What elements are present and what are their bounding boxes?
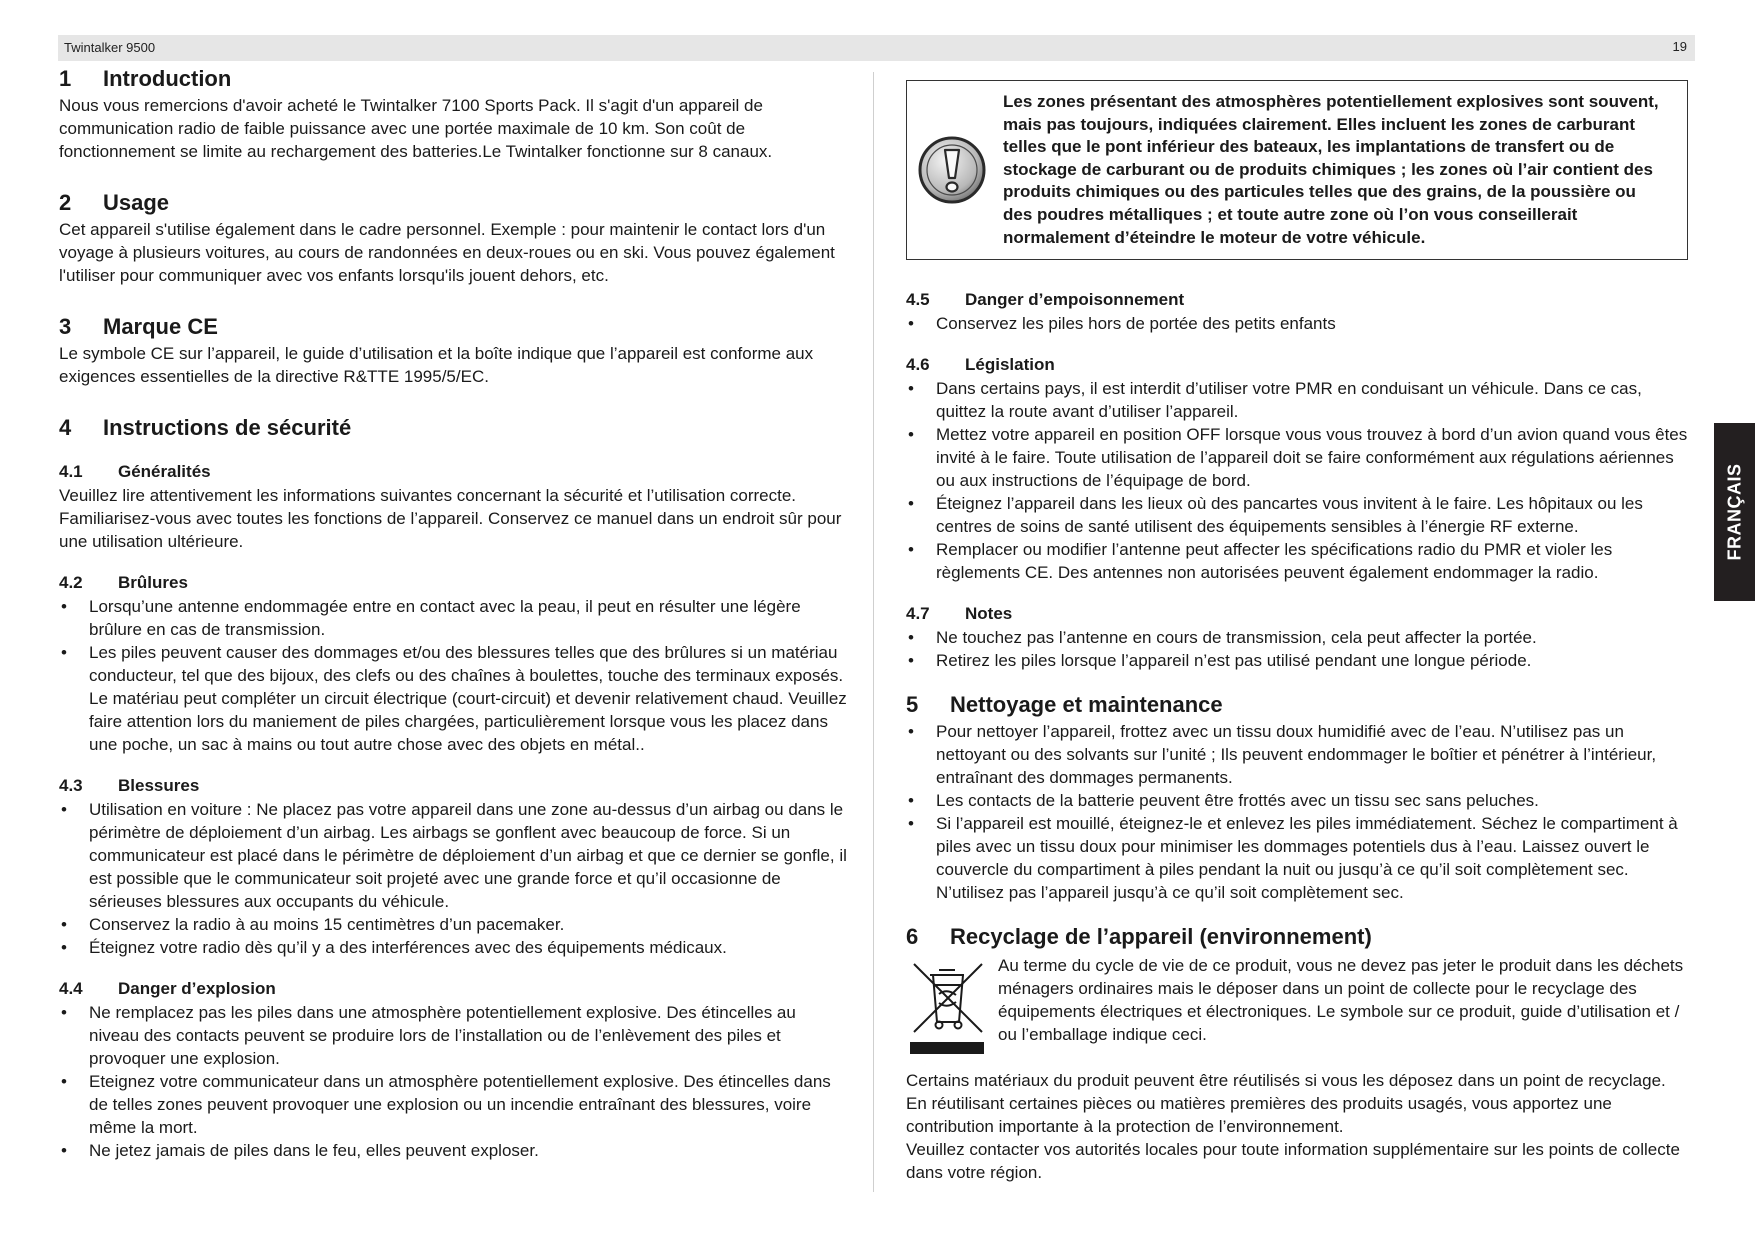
warning-text: Les zones présentant des atmosphères potentiellement explosives sont souvent, mais pas toujours, indiquées clairement. Elles incluent les zones de carburant telles que le pont inférieur des bateaux, les implantations de transfert ou de stockage de carburant ou de produits chimiques ; les zones où l’air contient des produits chimiques ou des particules telles que des grains, de la poussière ou des poudres métalliques ; et toute autre zone où l’on vous conseillerait normalement d’éteindre le moteur de votre véhicule. <box>1003 92 1659 247</box>
subsection-heading: 4.1 Généralités <box>59 460 849 484</box>
section-title: Instructions de sécurité <box>103 415 352 440</box>
list-item: • Retirez les piles lorsque l’appareil n’est pas utilisé pendant une longue période. <box>906 649 1688 672</box>
paragraph: Cet appareil s'utilise également dans le cadre personnel. Exemple : pour maintenir le contact lors d'un voyage à plusieurs voitures, au cours de randonnées en deux-roues ou en ski. Vous pouvez également l'utiliser pour communiquer avec vos enfants lorsqu'ils jouent dehors, etc. <box>59 220 835 285</box>
list-item: • Éteignez l’appareil dans les lieux où des pancartes vous invitent à le faire. Les hôpitaux ou les centres de soins de santé utilisent des équipements sensibles à l’énergie RF externe. <box>906 492 1688 538</box>
subsection-title: Danger d’empoisonnement <box>965 290 1185 310</box>
paragraph: Nous vous remercions d'avoir acheté le Twintalker 7100 Sports Pack. Il s'agit d'un appareil de communication radio de faible puissance avec une portée maximale de 10 km. Son coût de fonctionnement se limite au rechargement des batteries.Le Twintalker fonctionne sur 8 canaux. <box>59 96 773 161</box>
subsection-heading: 4.3 Blessures <box>59 774 849 798</box>
section-title: Recyclage de l’appareil (environnement) <box>950 924 1372 950</box>
paragraph: Certains matériaux du produit peuvent être réutilisés si vous les déposez dans un point de recyclage. En réutilisant certaines pièces ou matières premières des produits usagés, vous apportez une contribution importante à la protection de l’environnement. <box>906 1071 1666 1137</box>
subsection-title: Danger d’explosion <box>118 979 276 998</box>
crossed-bin-icon <box>906 958 988 1056</box>
subsection-title: Brûlures <box>118 573 188 592</box>
recycling-intro: Au terme du cycle de vie de ce produit, vous ne devez pas jeter le produit dans les déchets ménagers ordinaires mais le déposer dans un point de collecte pour le recyclage des équipements électriques et électroniques. Le symbole sur ce produit, guide d’utilisation et / ou l’emballage indique ceci. <box>998 956 1684 1045</box>
paragraph: Veuillez lire attentivement les informations suivantes concernant la sécurité et l’utilisation correcte. Familiarisez-vous avec toutes les fonctions de l’appareil. Conservez ce manuel dans un endroit sûr pour une utilisation ultérieure. <box>59 486 842 551</box>
section-title: Nettoyage et maintenance <box>950 692 1223 718</box>
list-item: • Les contacts de la batterie peuvent être frottés avec un tissu sec sans peluches. <box>906 789 1688 812</box>
bullet-list <box>906 720 1688 904</box>
subsection-heading: 4.6 Législation <box>906 353 1688 377</box>
list-item: • Conservez les piles hors de portée des petits enfants <box>906 312 1688 335</box>
bullet-list <box>59 798 849 959</box>
subsection-title: Blessures <box>118 776 200 795</box>
right-column <box>906 64 1688 1184</box>
subsection-heading: 4.7 Notes <box>906 602 1688 626</box>
list-item: • Éteignez votre radio dès qu’il y a des interférences avec des équipements médicaux. <box>59 936 849 959</box>
column-divider <box>873 72 874 1192</box>
paragraph: Veuillez contacter vos autorités locales pour toute information supplémentaire sur les points de collecte dans votre région. <box>906 1140 1680 1183</box>
subsection-title: Notes <box>965 604 1013 624</box>
section-title: Introduction <box>103 66 232 91</box>
list-item: • Eteignez votre communicateur dans un atmosphère potentiellement explosive. Des étincelles dans de telles zones peuvent provoquer une explosion ou un incendie entraînant des blessures, voire même la mort. <box>59 1070 849 1139</box>
exclamation-warning-icon <box>917 135 987 205</box>
section-heading: 6 Recyclage de l’appareil (environnement) <box>906 922 1688 952</box>
section-heading: 2 Usage <box>59 188 849 218</box>
paragraph: Le symbole CE sur l’appareil, le guide d’utilisation et la boîte indique que l’appareil est conforme aux exigences essentielles de la directive R&TTE 1995/5/EC. <box>59 344 814 386</box>
language-tab <box>1714 423 1755 601</box>
list-item: • Si l’appareil est mouillé, éteignez-le et enlevez les piles immédiatement. Séchez le compartiment à piles avec un tissu doux pour minimiser les dommages potentiels dus à l’eau. Laissez ouvert le couvercle du compartiment à piles pendant la nuit ou jusqu’à ce qu’il soit complètement sec. N’utilisez pas l’appareil jusqu’à ce qu’il soit complètement sec. <box>906 812 1688 904</box>
list-item: • Ne jetez jamais de piles dans le feu, elles peuvent exploser. <box>59 1139 849 1162</box>
list-item: • Remplacer ou modifier l’antenne peut affecter les spécifications radio du PMR et violer les règlements CE. Des antennes non autorisées peuvent également endommager la radio. <box>906 538 1688 584</box>
section-heading: 5 Nettoyage et maintenance <box>906 690 1688 720</box>
bullet-list <box>906 626 1688 672</box>
list-item: • Utilisation en voiture : Ne placez pas votre appareil dans une zone au-dessus d’un airbag ou dans le périmètre de déploiement d’un airbag. Les airbags se gonflent avec beaucoup de force. Si un communicateur est placé dans le périmètre de déploiement d’un airbag et que ce dernier se gonfle, il est possible que le communicateur soit projeté avec une grande force et qu’il occasionne de sérieuses blessures aux occupants du véhicule. <box>59 798 849 913</box>
subsection-heading: 4.4 Danger d’explosion <box>59 977 849 1001</box>
section-heading: 4 Instructions de sécurité <box>59 413 849 443</box>
recycling-block <box>906 954 1688 1056</box>
section-title: Marque CE <box>103 314 218 339</box>
list-item: • Conservez la radio à au moins 15 centimètres d’un pacemaker. <box>59 913 849 936</box>
header-title: Twintalker 9500 <box>64 40 156 55</box>
list-item: • Mettez votre appareil en position OFF lorsque vous vous trouvez à bord d’un avion quand vous êtes invité à le faire. Toute utilisation de l’appareil doit se faire conformément aux régulations aériennes ou aux instructions de l’équipage de bord. <box>906 423 1688 492</box>
bullet-list <box>59 1001 849 1162</box>
bullet-list <box>906 312 1688 335</box>
list-item: • Lorsqu’une antenne endommagée entre en contact avec la peau, il peut en résulter une légère brûlure en cas de transmission. <box>59 595 849 641</box>
subsection-title: Législation <box>965 355 1055 375</box>
page-number: 19 <box>1672 39 1687 54</box>
subsection-heading: 4.2 Brûlures <box>59 571 849 595</box>
warning-box <box>906 80 1688 260</box>
section-heading: 1 Introduction <box>59 64 849 94</box>
section-title: Usage <box>103 190 170 215</box>
subsection-heading: 4.5 Danger d’empoisonnement <box>906 288 1688 312</box>
bullet-list <box>906 377 1688 584</box>
page-header <box>58 35 1695 61</box>
list-item: • Dans certains pays, il est interdit d’utiliser votre PMR en conduisant un véhicule. Dans ce cas, quittez la route avant d’utiliser l’appareil. <box>906 377 1688 423</box>
section-heading: 3 Marque CE <box>59 312 849 342</box>
list-item: • Les piles peuvent causer des dommages et/ou des blessures telles que des brûlures si un matériau conducteur, tel que des bijoux, des clefs ou des chaînes à boulettes, touche des terminaux exposés. Le matériau peut compléter un circuit électrique (court-circuit) et devenir relativement chaud. Veuillez faire attention lors du maniement de piles chargées, particulièrement lorsque vous les placez dans une poche, un sac à mains ou tout autre chose avec des objets en métal.. <box>59 641 849 756</box>
language-tab-label: FRANÇAIS <box>1724 463 1744 561</box>
list-item: • Ne touchez pas l’antenne en cours de transmission, cela peut affecter la portée. <box>906 626 1688 649</box>
left-column <box>59 64 849 1162</box>
bullet-list <box>59 595 849 756</box>
list-item: • Ne remplacez pas les piles dans une atmosphère potentiellement explosive. Des étincelles au niveau des contacts peuvent se produire lors de l’installation ou de l’enlèvement des piles et provoquer une explosion. <box>59 1001 849 1070</box>
subsection-title: Généralités <box>118 462 211 481</box>
list-item: • Pour nettoyer l’appareil, frottez avec un tissu doux humidifié avec de l’eau. N’utilisez pas un nettoyant ou des solvants sur l’unité ; Ils peuvent endommager le boîtier et pénétrer à l’intérieur, entraînant des dommages permanents. <box>906 720 1688 789</box>
